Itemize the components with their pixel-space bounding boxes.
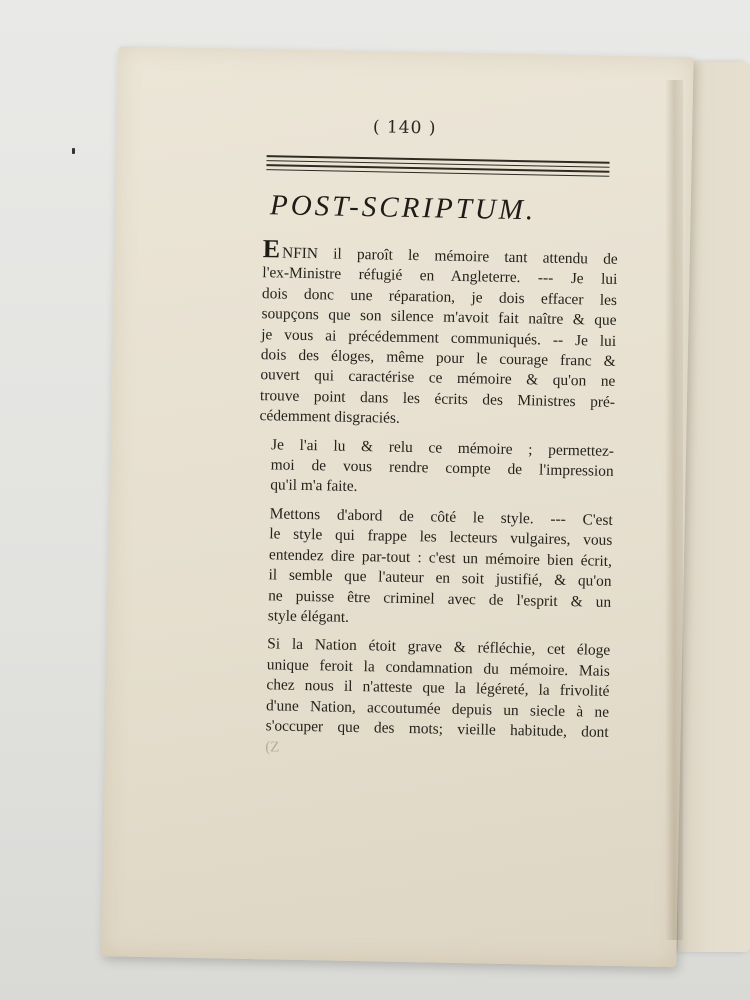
dust-speck [72,148,75,154]
text-line: l'ex-Ministre réfugié en Angleterre. --- Je lui [262,264,618,289]
text-line: dois donc une réparation, je dois effacer les [261,284,618,309]
text-line: Je l'ai lu & relu ce mémoire ; permettez- [270,435,615,460]
page-title: POST-SCRIPTUM. [269,189,537,227]
page-gutter-shadow [665,80,683,940]
header-rule-ornament [266,155,609,184]
paragraph-1 [259,234,618,433]
paragraph-3 [256,504,613,633]
text-line: Si la Nation étoit grave & réfléchie, cet éloge [267,635,611,660]
text-line: trouve point dans les écrits des Ministres pré- [259,386,616,411]
text-line: Mettons d'abord de côté le style. --- C'est [269,505,613,529]
paragraph-4 [253,634,610,743]
text-line: qu'il m'a faite. [270,476,358,496]
page-number: ( 140 ) [372,117,437,139]
body-text [253,234,618,751]
faint-stamp: (Z [265,739,280,756]
text-line: d'une Nation, accoutumée depuis un siecle à ne [265,696,610,721]
text-line: style élégant. [267,607,350,626]
text-line: je vous ai précédemment communiqués. -- Je lui [261,325,617,350]
text-line: soupçons que son silence m'avoit fait naître & que [261,305,617,330]
text-line: NFIN il paroît le mémoire tant attendu de [281,244,618,268]
text-line: ouvert qui caractérise ce mémoire & qu'on ne [260,366,616,391]
text-line: le style qui frappe les lecteurs vulgaires, vous [269,525,613,550]
paragraph-2 [258,435,614,503]
text-line: il semble que l'auteur en soit justifié, & qu'on [268,566,612,590]
text-line: cédemment disgraciés. [259,407,400,428]
book-page [101,46,693,967]
text-line: s'occuper que des mots; vieille habitude, dont [265,717,609,741]
drop-cap: E [262,234,281,264]
text-line: unique feroit la condamnation du mémoire. Mais [266,656,610,680]
text-line: moi de vous rendre compte de l'impression [270,456,614,480]
text-line: dois des éloges, même pour le courage franc & [260,346,616,370]
text-line: entendez dire par-tout : c'est un mémoire bien écrit, [268,545,613,570]
text-line: ne puisse être criminel avec de l'esprit & un [268,586,612,611]
text-line: chez nous il n'atteste que la légéreté, la frivolité [266,676,610,700]
